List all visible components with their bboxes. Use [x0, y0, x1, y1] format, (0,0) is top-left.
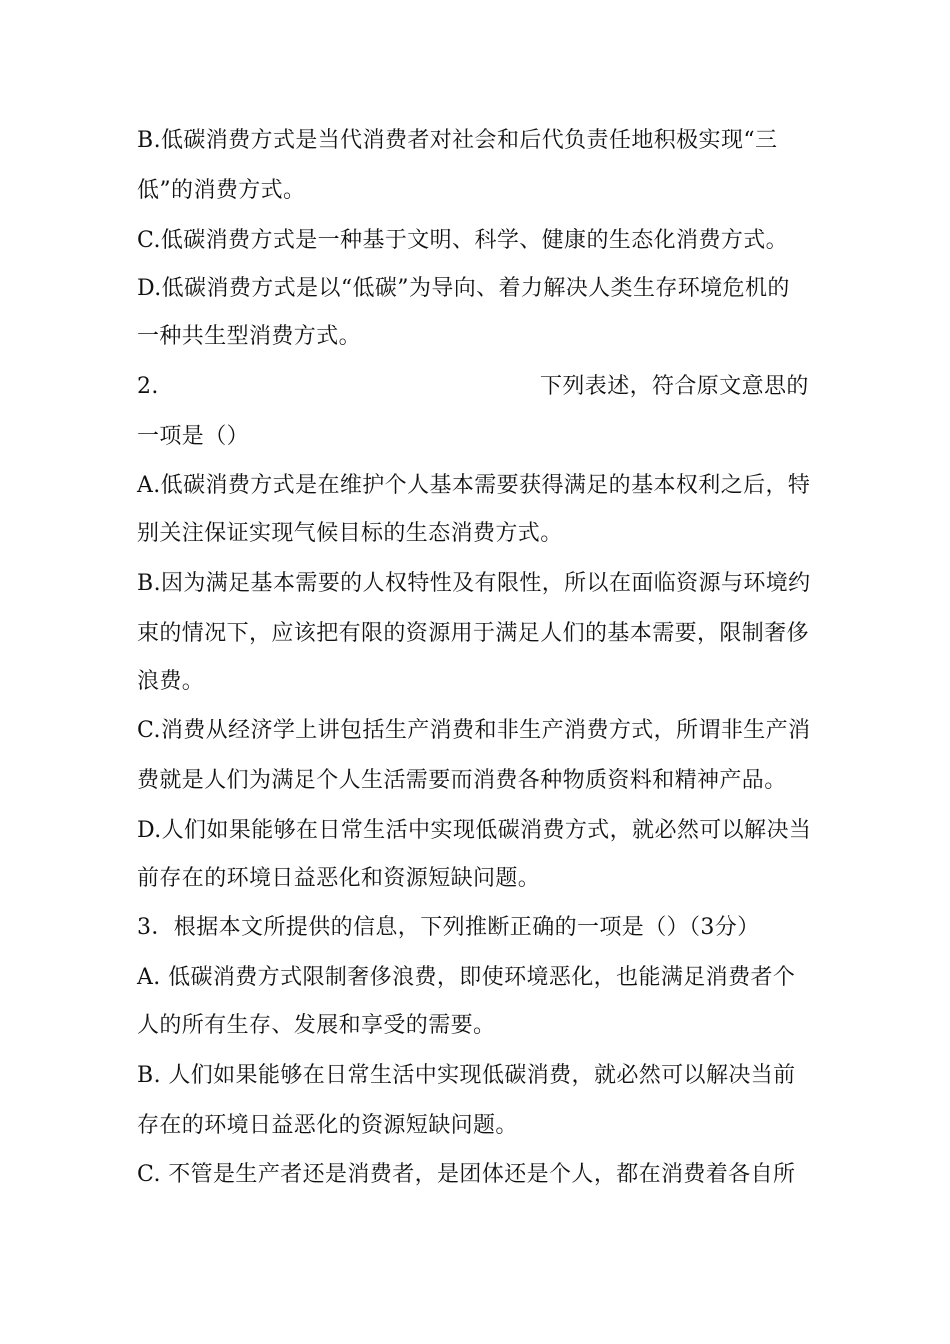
text-line: 浪费。: [137, 669, 205, 694]
text-line: C.消费从经济学上讲包括生产消费和非生产消费方式，所谓非生产消: [137, 718, 811, 743]
text-line: B.因为满足基本需要的人权特性及有限性，所以在面临资源与环境约: [137, 571, 811, 596]
text-line: B. 人们如果能够在日常生活中实现低碳消费，就必然可以解决当前: [137, 1063, 796, 1088]
text-line: C.低碳消费方式是一种基于文明、科学、健康的生态化消费方式。: [137, 228, 789, 253]
question-3: 3．根据本文所提供的信息，下列推断正确的一项是（）（3分）: [137, 915, 760, 940]
text-line: 一项是（）: [137, 424, 250, 449]
text-line: A. 低碳消费方式限制奢侈浪费，即使环境恶化，也能满足消费者个: [137, 965, 796, 990]
text-line: 费就是人们为满足个人生活需要而消费各种物质资料和精神产品。: [137, 768, 787, 793]
text-line: B.低碳消费方式是当代消费者对社会和后代负责任地积极实现“三: [137, 128, 778, 153]
question-stem: 下列表述，符合原文意思的: [540, 374, 809, 399]
question-number: 2.: [137, 374, 159, 399]
text-line: D.低碳消费方式是以“低碳”为导向、着力解决人类生存环境危机的: [137, 276, 790, 301]
text-line: D.人们如果能够在日常生活中实现低碳消费方式，就必然可以解决当: [137, 818, 812, 843]
text-line: A.低碳消费方式是在维护个人基本需要获得满足的基本权利之后，特: [137, 473, 811, 498]
text-line: 存在的环境日益恶化的资源短缺问题。: [137, 1113, 518, 1138]
text-line: C. 不管是生产者还是消费者，是团体还是个人，都在消费着各自所: [137, 1162, 796, 1187]
text-line: 别关注保证实现气候目标的生态消费方式。: [137, 521, 563, 546]
text-line: 低”的消费方式。: [137, 178, 306, 203]
text-line: 束的情况下，应该把有限的资源用于满足人们的基本需要，限制奢侈: [137, 621, 810, 646]
text-line: 人的所有生存、发展和享受的需要。: [137, 1013, 496, 1038]
text-line: 前存在的环境日益恶化和资源短缺问题。: [137, 866, 541, 891]
text-line: 一种共生型消费方式。: [137, 324, 362, 349]
